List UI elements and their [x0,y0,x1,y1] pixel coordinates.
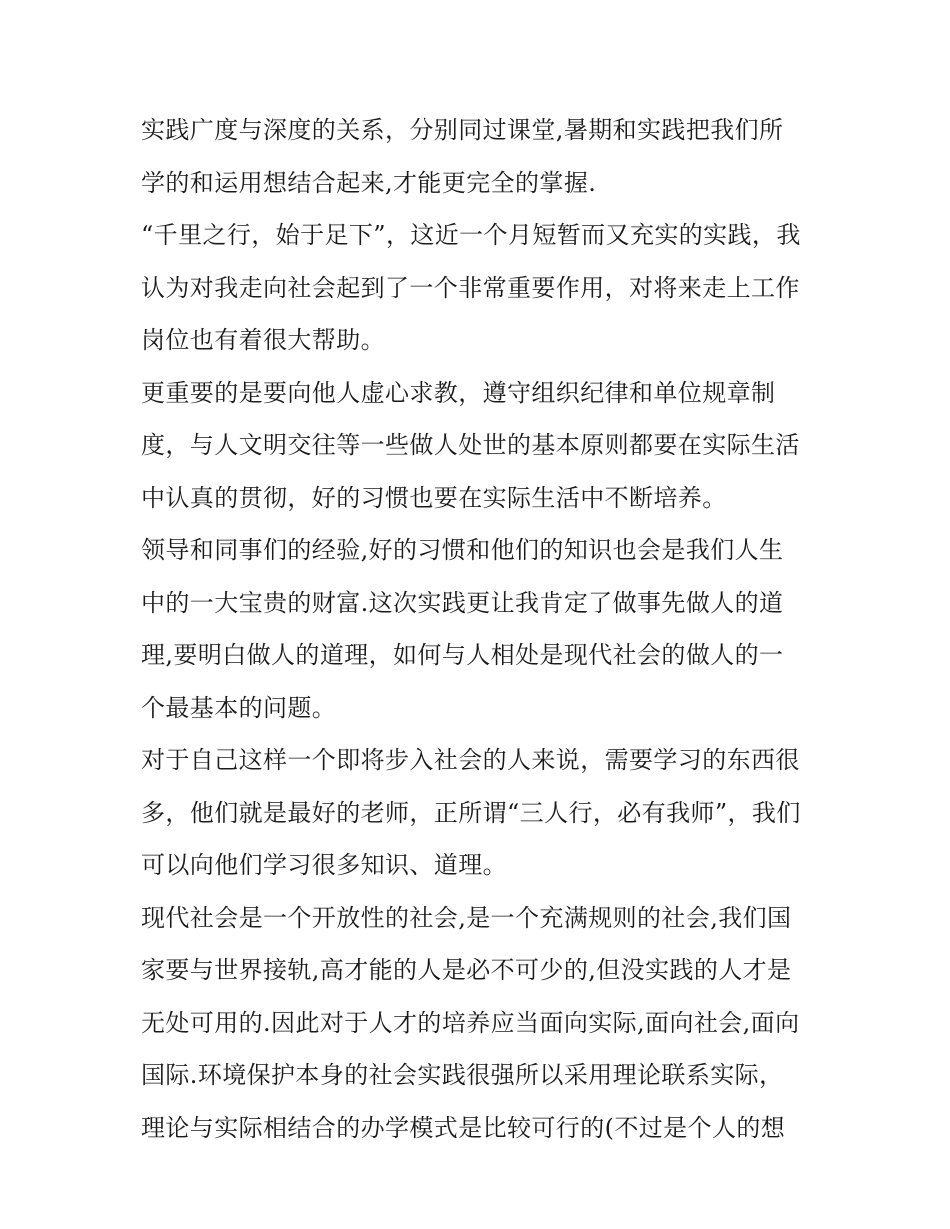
text-line: 现代社会是一个开放性的社会,是一个充满规则的社会,我们国 [141,903,792,932]
text-line: 认为对我走向社会起到了一个非常重要作用，对将来走上工作 [141,273,800,302]
text-line: 个最基本的问题。 [141,693,337,722]
text-line: 对于自己这样一个即将步入社会的人来说，需要学习的东西很 [141,746,800,774]
text-line: 学的和运用想结合起来,才能更完全的掌握. [141,168,597,197]
text-line: 度，与人文明交往等一些做人处世的基本原则都要在实际生活 [141,431,800,459]
text-line: 家要与世界接轨,高才能的人是必不可少的,但没实践的人才是 [141,956,792,984]
text-line: 可以向他们学习很多知识、道理。 [141,851,507,879]
text-line: 中认真的贯彻，好的习惯也要在实际生活中不断培养。 [141,483,727,512]
text-line: “千里之行，始于足下”，这近一个月短暂而又充实的实践，我 [141,221,801,249]
text-line: 国际.环境保护本身的社会实践很强所以采用理论联系实际， [141,1061,784,1089]
text-line: 实践广度与深度的关系，分别同过课堂,暑期和实践把我们所 [141,116,784,144]
text-line: 理,要明白做人的道理，如何与人相处是现代社会的做人的一 [141,641,784,669]
text-line: 中的一大宝贵的财富.这次实践更让我肯定了做事先做人的道 [141,588,784,617]
text-line: 无处可用的.因此对于人才的培养应当面向实际,面向社会,面向 [141,1008,800,1037]
body-text [141,104,813,1154]
text-line: 多，他们就是最好的老师，正所谓“三人行，必有我师”，我们 [141,798,801,827]
text-line: 理论与实际相结合的办学模式是比较可行的(不过是个人的想 [141,1113,786,1142]
text-line: 岗位也有着很大帮助。 [141,326,385,354]
text-line: 领导和同事们的经验,好的习惯和他们的知识也会是我们人生 [141,536,784,564]
text-line: 更重要的是要向他人虚心求教，遵守组织纪律和单位规章制 [141,378,776,407]
